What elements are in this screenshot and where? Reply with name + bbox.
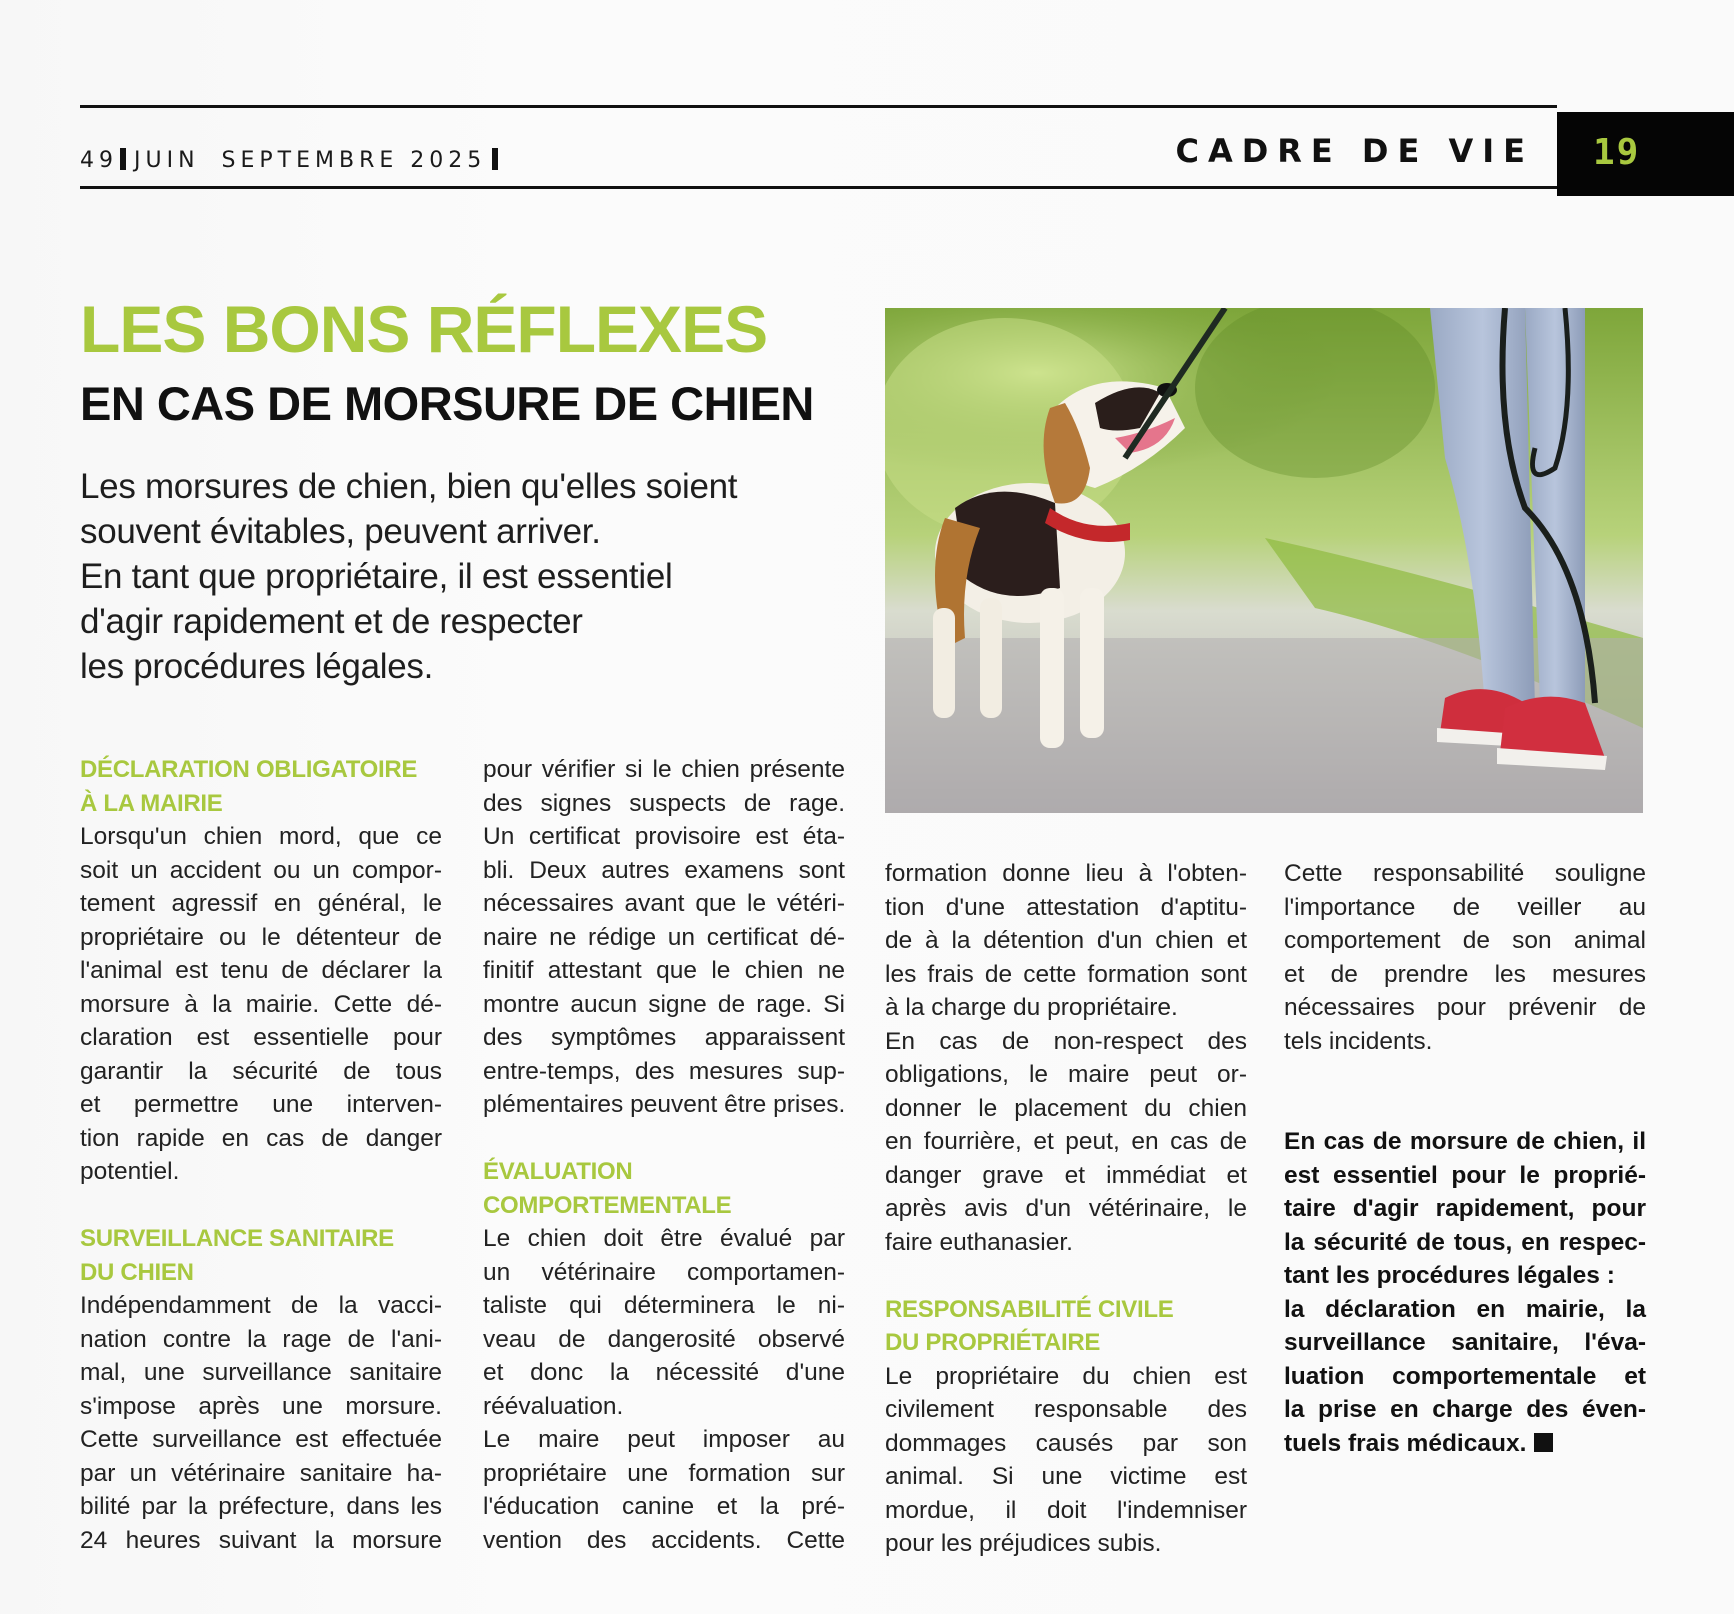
body-line: et permettre une interven- [80,1091,442,1118]
body-line: Indépendamment de la vacci- [80,1292,442,1319]
photo-beagle-on-leash-icon [885,308,1643,813]
article-conclusion [1284,1125,1646,1460]
body-line: mordue, il doit l'indemniser [885,1496,1247,1524]
article-column-4 [1284,857,1646,1460]
section-title: CADRE DE VIE [1175,132,1534,170]
body-line: veau de dangerosité observé [483,1325,845,1353]
section-heading-responsabilite [885,1293,1247,1360]
body-line: finitif attestant que le chien ne [483,957,845,984]
section-heading-declaration [80,753,442,820]
conclusion-line: est essentiel pour le proprié- [1284,1161,1646,1189]
lead-line: les procédures légales. [80,647,434,686]
body-line: pour les préjudices subis. [885,1530,1162,1557]
body-line: plémentaires peuvent être prises. [483,1091,846,1118]
section-heading-surveillance [80,1222,442,1289]
body-line: à la charge du propriétaire. [885,994,1178,1021]
conclusion-line: la déclaration en mairie, la [1284,1295,1646,1323]
body-line: Un certificat provisoire est éta- [483,823,845,850]
body-line: de à la détention d'un chien et [885,927,1247,954]
article-column-2 [483,753,845,1557]
body-line: montre aucun signe de rage. Si [483,990,845,1018]
article-lead [80,464,840,689]
body-line: s'impose après une morsure. [80,1392,442,1420]
page-number: 19 [1593,132,1641,173]
section-heading-evaluation [483,1155,845,1222]
body-line: bilité par la préfecture, dans les [80,1493,442,1520]
heading-line: DÉCLARATION OBLIGATOIRE [80,756,418,783]
heading-line: DU PROPRIÉTAIRE [885,1329,1101,1356]
body-line: tion rapide en cas de danger [80,1124,442,1152]
conclusion-line: la prise en charge des éven- [1284,1396,1646,1423]
body-line: propriétaire une formation sur [483,1459,845,1487]
body-line: Le chien doit être évalué par [483,1225,845,1252]
body-line: tion d'une attestation d'aptitu- [885,893,1247,921]
body-line: dommages causés par son [885,1429,1247,1457]
beagle-photo [885,308,1643,813]
body-line: l'importance de veiller au [1284,893,1646,921]
issue-period-2: SEPTEMBRE 2025 [221,148,487,173]
issue-period: JUIN [134,148,200,173]
conclusion-line: la sécurité de tous, en respec- [1284,1228,1646,1256]
page-number-box [1557,112,1734,196]
heading-line: RESPONSABILITÉ CIVILE [885,1295,1174,1323]
conclusion-line-text: tuels frais médicaux. [1284,1429,1527,1457]
issue-number: 49 [80,148,118,173]
separator-bar-icon [120,148,126,170]
body-line: réévaluation. [483,1392,624,1420]
body-line: l'animal est tenu de déclarer la [80,957,442,984]
body-line: nation contre la rage de l'ani- [80,1325,442,1353]
article-column-3 [885,857,1247,1561]
body-line: un vétérinaire comportamen- [483,1258,845,1286]
body-line: des symptômes apparaissent [483,1024,845,1051]
body-line: claration est essentielle pour [80,1024,442,1051]
body-line: nécessaires avant que le vétéri- [483,890,845,917]
conclusion-line: En cas de morsure de chien, il [1284,1128,1646,1155]
body-line: taliste qui déterminera le ni- [483,1292,845,1319]
header-rule-bottom [80,186,1557,189]
header-rule-top [80,105,1557,108]
lead-line: En tant que propriétaire, il est essentiel [80,557,673,596]
conclusion-line: luation comportementale et [1284,1362,1646,1390]
heading-line: DU CHIEN [80,1258,194,1286]
body-line: mal, une surveillance sanitaire [80,1359,442,1386]
article-column-1 [80,753,442,1557]
body-line: 24 heures suivant la morsure [80,1526,442,1554]
body-line: entre-temps, des mesures sup- [483,1057,845,1085]
body-line: garantir la sécurité de tous [80,1057,442,1085]
body-line: tement agressif en général, le [80,890,442,917]
conclusion-line: tant les procédures légales : [1284,1262,1615,1289]
body-line: nécessaires pour prévenir de [1284,994,1646,1021]
body-line: Cette surveillance est effectuée [80,1426,442,1453]
body-line: comportement de son animal [1284,927,1646,954]
lead-line: Les morsures de chien, bien qu'elles soient [80,467,738,506]
body-line: pour vérifier si le chien présente [483,756,845,783]
body-line: Lorsqu'un chien mord, que ce [80,823,442,850]
body-line: naire ne rédige un certificat dé- [483,923,845,951]
issue-info [80,148,506,173]
body-line: propriétaire ou le détenteur de [80,923,442,951]
conclusion-line: surveillance sanitaire, l'éva- [1284,1329,1646,1356]
body-line: En cas de non-respect des [885,1027,1247,1055]
body-line: soit un accident ou un compor- [80,856,442,884]
body-line: obligations, le maire peut or- [885,1061,1247,1088]
body-line: l'éducation canine et la pré- [483,1493,845,1520]
body-line: donner le placement du chien [885,1094,1247,1122]
article-subtitle: EN CAS DE MORSURE DE CHIEN [80,377,814,430]
body-line: après avis d'un vétérinaire, le [885,1195,1247,1222]
body-line: en fourrière, et peut, en cas de [885,1128,1247,1155]
body-line: par un vétérinaire sanitaire ha- [80,1459,442,1487]
body-line: danger grave et immédiat et [885,1161,1247,1189]
body-line: animal. Si une victime est [885,1463,1247,1490]
body-line: et de prendre les mesures [1284,960,1646,988]
body-line: vention des accidents. Cette [483,1526,845,1554]
body-line: morsure à la mairie. Cette dé- [80,990,442,1018]
heading-line: COMPORTEMENTALE [483,1191,732,1219]
body-line: Le maire peut imposer au [483,1426,845,1453]
heading-line: À LA MAIRIE [80,789,223,817]
body-line: tels incidents. [1284,1027,1433,1055]
body-line: bli. Deux autres examens sont [483,856,845,884]
body-line: faire euthanasier. [885,1228,1073,1256]
conclusion-line-final [1284,1427,1646,1461]
body-line: et donc la nécessité d'une [483,1359,845,1386]
lead-line: d'agir rapidement et de respecter [80,602,583,641]
separator-bar-icon [492,148,498,170]
body-line: civilement responsable des [885,1396,1247,1423]
body-line: Cette responsabilité souligne [1284,860,1646,887]
heading-line: SURVEILLANCE SANITAIRE [80,1225,394,1252]
lead-line: souvent évitables, peuvent arriver. [80,512,601,551]
body-line: potentiel. [80,1158,180,1185]
body-line: formation donne lieu à l'obten- [885,860,1247,887]
end-of-article-square-icon [1534,1433,1553,1452]
body-line: les frais de cette formation sont [885,960,1247,988]
heading-line: ÉVALUATION [483,1158,633,1185]
body-line: des signes suspects de rage. [483,789,845,817]
body-line: Le propriétaire du chien est [885,1362,1247,1390]
article-title: LES BONS RÉFLEXES [80,292,768,366]
conclusion-line: taire d'agir rapidement, pour [1284,1195,1646,1222]
